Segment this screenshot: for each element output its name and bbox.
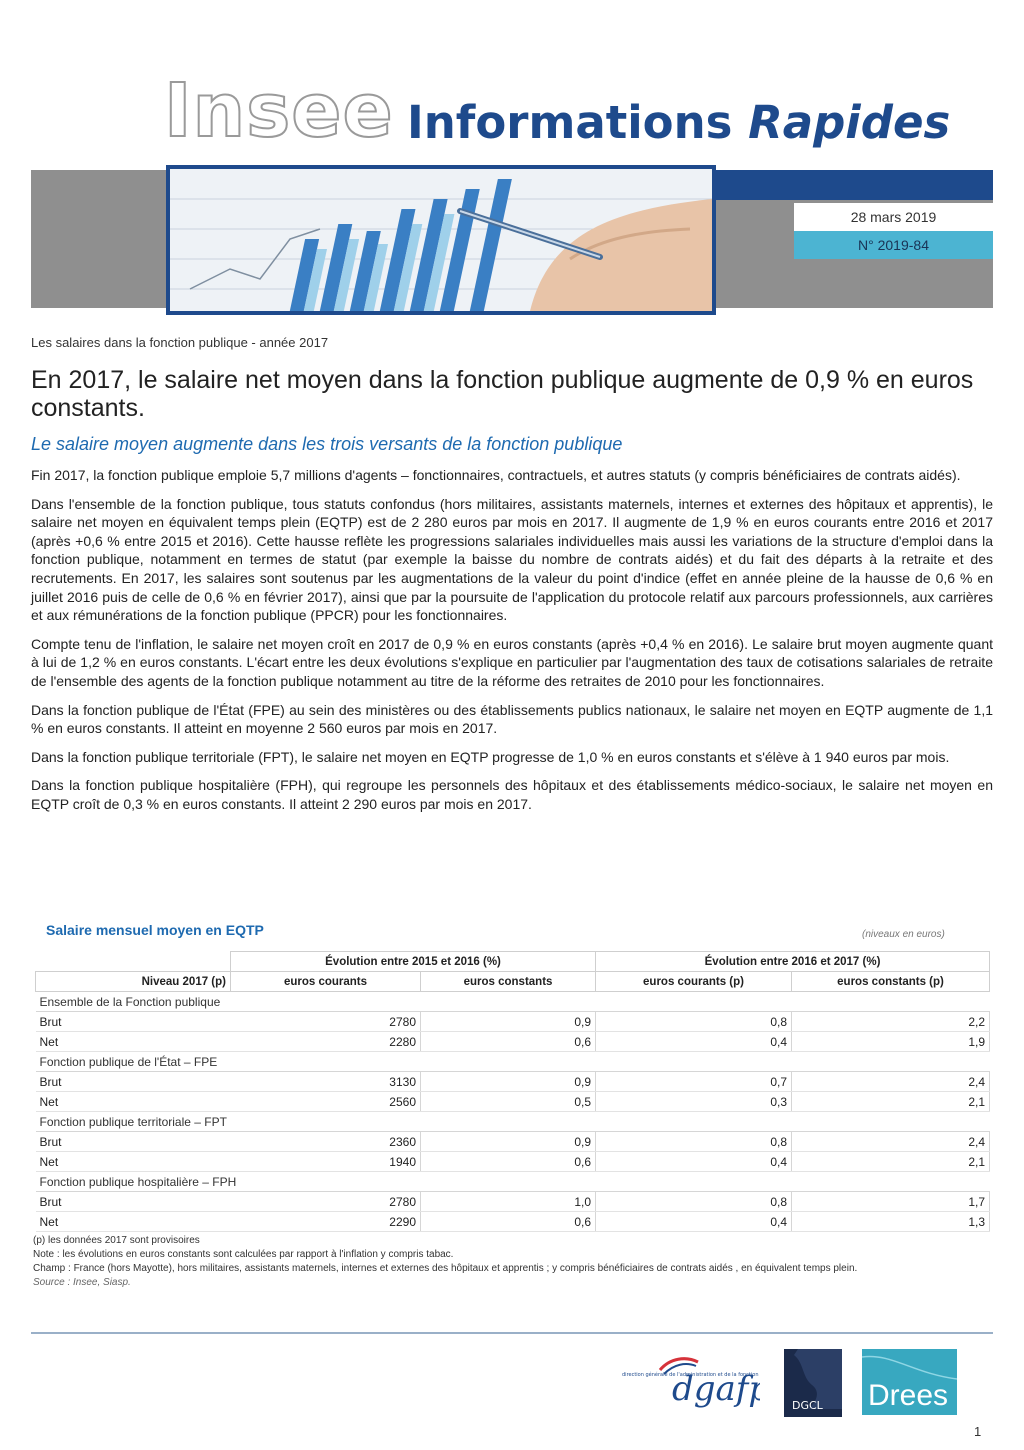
cell: 1,7: [792, 1192, 990, 1212]
cell: 2,1: [792, 1092, 990, 1112]
cell: 0,7: [596, 1072, 792, 1092]
column-header: euros constants: [421, 972, 596, 992]
publication-title-part1: Informations: [407, 96, 733, 149]
row-label: Brut: [36, 1072, 231, 1092]
column-group-2015-2016: Évolution entre 2015 et 2016 (%): [231, 952, 596, 972]
header-photo: [166, 165, 716, 315]
cell: 2560: [231, 1092, 421, 1112]
cell: 1,3: [792, 1212, 990, 1232]
column-header: euros courants: [231, 972, 421, 992]
paragraph: Fin 2017, la fonction publique emploie 5,7 millions d'agents – fonctionnaires, contractuels, et autres statuts (y compris bénéficiaires de contrats aidés).: [31, 467, 961, 483]
cell: 2,4: [792, 1072, 990, 1092]
table-row: [36, 1072, 990, 1092]
paragraph: Dans la fonction publique de l'État (FPE) au sein des ministères ou des établissements publics nationaux, le salaire net moyen en EQTP augmente de 1,1 % en euros constants. Il atteint en moyenne 2 560 euros par mois en 2017.: [31, 701, 993, 737]
cell: 2780: [231, 1192, 421, 1212]
row-label: Net: [36, 1152, 231, 1172]
table-row: [36, 1192, 990, 1212]
drees-wordmark: Drees: [868, 1379, 949, 1412]
table-group-row: [36, 1172, 990, 1192]
footer-divider: [31, 1332, 993, 1334]
table-row: [36, 1092, 990, 1112]
cell: 0,3: [596, 1092, 792, 1112]
source-line: Source : Insee, Siasp.: [33, 1277, 131, 1288]
cell: 2280: [231, 1032, 421, 1052]
group-label: Ensemble de la Fonction publique: [36, 992, 990, 1012]
cell: 0,8: [596, 1132, 792, 1152]
row-label: Brut: [36, 1192, 231, 1212]
cell: 0,9: [421, 1012, 596, 1032]
cell: 1,9: [792, 1032, 990, 1052]
publication-date: 28 mars 2019: [794, 203, 993, 231]
dgafp-caption: direction générale de l'administration et de la fonction: [622, 1372, 759, 1378]
dgafp-logo: [620, 1352, 760, 1414]
publication-title: [407, 96, 951, 149]
table-group-row: [36, 1052, 990, 1072]
dgcl-wordmark: DGCL: [792, 1399, 823, 1412]
cell: 0,4: [596, 1032, 792, 1052]
table-row: [36, 1132, 990, 1152]
cell: 0,4: [596, 1212, 792, 1232]
cell: 2,1: [792, 1152, 990, 1172]
table-header-row: [36, 952, 990, 972]
column-group-2016-2017: Évolution entre 2016 et 2017 (%): [596, 952, 990, 972]
cell: 0,5: [421, 1092, 596, 1112]
row-label: Brut: [36, 1132, 231, 1152]
cell: 2,4: [792, 1132, 990, 1152]
column-header: euros constants (p): [792, 972, 990, 992]
table-row: [36, 1032, 990, 1052]
column-header: euros courants (p): [596, 972, 792, 992]
article-subtitle: Le salaire moyen augmente dans les trois versants de la fonction publique: [31, 434, 623, 454]
dgafp-wordmark: dgaf: [672, 1369, 749, 1409]
cell: 2360: [231, 1132, 421, 1152]
cell: 2780: [231, 1012, 421, 1032]
table-group-row: [36, 992, 990, 1012]
note-line: Champ : France (hors Mayotte), hors militaires, assistants maternels, internes et externes des hôpitaux et apprentis ; y compris bénéficiaires de contrats aidés , en équivalent temps plein.: [33, 1263, 858, 1274]
publication-title-part2: Rapides: [748, 96, 951, 149]
page-number: 1: [974, 1424, 982, 1439]
table-row: [36, 1152, 990, 1172]
issue-number: N° 2019-84: [794, 231, 993, 259]
insee-logo: Insee: [164, 68, 394, 154]
cell: 1,0: [421, 1192, 596, 1212]
cell: 0,6: [421, 1152, 596, 1172]
table-unit: (niveaux en euros): [862, 929, 945, 940]
drees-logo: [862, 1349, 957, 1415]
dgcl-logo-mark: [784, 1349, 842, 1417]
table-subheader-row: [36, 972, 990, 992]
cell: 0,9: [421, 1072, 596, 1092]
paragraph: Dans la fonction publique territoriale (FPT), le salaire net moyen en EQTP progresse de 1,0 % en euros constants et s'élève à 1 940 euros par mois.: [31, 748, 950, 765]
cell: 2,2: [792, 1012, 990, 1032]
dgcl-logo: [784, 1349, 842, 1417]
article-kicker: Les salaires dans la fonction publique - année 2017: [31, 335, 329, 350]
table-group-row: [36, 1112, 990, 1132]
cell: 0,6: [421, 1032, 596, 1052]
cell: 0,8: [596, 1012, 792, 1032]
row-label: Net: [36, 1032, 231, 1052]
group-label: Fonction publique hospitalière – FPH: [36, 1172, 990, 1192]
cell: 0,6: [421, 1212, 596, 1232]
cell: 0,9: [421, 1132, 596, 1152]
paragraph: Compte tenu de l'inflation, le salaire net moyen croît en 2017 de 0,9 % en euros constants (après +0,4 % en 2016). Le salaire brut moyen augmente quant à lui de 1,2 % en euros constants. L'écart entre les deux évolutions s'explique en particulier par l'augmentation des taux de cotisations salariales de retraite de l'ensemble des agents de la fonction publique notamment au titre de la réforme des retraites de 2010 pour les fonctionnaires.: [31, 635, 993, 689]
table-title: Salaire mensuel moyen en EQTP: [46, 922, 264, 938]
table-notes: [33, 1234, 963, 1290]
paragraph: Dans l'ensemble de la fonction publique, tous statuts confondus (hors militaires, assistants maternels, internes et externes des hôpitaux et apprentis), le salaire net moyen en équivalent temps plein (EQTP) est de 2 280 euros par mois en 2017. Il augmente de 1,9 % en euros courants entre 2016 et 2017 (après +0,6 % entre 2015 et 2016). Cette hausse reflète les progressions salariales individuelles mais aussi les variations de la structure d'emploi dans la fonction publique, notamment en termes de statut (par exemple la baisse du nombre de contrats aidés) et du fait des départs à la retraite et des recrutements. En 2017, les salaires sont soutenus par les augmentations de la valeur du point d'indice (effet en année pleine de la hausse de 0,6 % en juillet 2016 puis de celle de 0,6 % en février 2017), ainsi que par la poursuite de l'application du protocole relatif aux parcours professionnels, aux carrières et aux rémunérations de la fonction publique (PPCR) pour les fonctionnaires.: [31, 495, 993, 624]
table-row: [36, 1212, 990, 1232]
row-label: Net: [36, 1092, 231, 1112]
group-label: Fonction publique de l'État – FPE: [36, 1052, 990, 1072]
row-label: Brut: [36, 1012, 231, 1032]
table-row: [36, 1012, 990, 1032]
article-title: En 2017, le salaire net moyen dans la fonction publique augmente de 0,9 % en euros constants.: [31, 366, 974, 422]
cell: 1940: [231, 1152, 421, 1172]
cell: 0,4: [596, 1152, 792, 1172]
dgafp-logo-mark: [620, 1352, 760, 1414]
column-header: Niveau 2017 (p): [36, 972, 231, 992]
cell: 0,8: [596, 1192, 792, 1212]
salary-table: [35, 951, 990, 1232]
group-label: Fonction publique territoriale – FPT: [36, 1112, 990, 1132]
paragraph: Dans la fonction publique hospitalière (FPH), qui regroupe les personnels des hôpitaux et des établissements médico-sociaux, le salaire net moyen en EQTP croît de 0,3 % en euros constants. Il atteint 2 290 euros par mois en 2017.: [31, 777, 993, 812]
row-label: Net: [36, 1212, 231, 1232]
article-body: [31, 466, 993, 824]
chart-hand-photo: [170, 169, 712, 311]
cell: 2290: [231, 1212, 421, 1232]
note-line: Note : les évolutions en euros constants sont calculées par rapport à l'inflation y compris tabac.: [33, 1249, 454, 1260]
cell: 3130: [231, 1072, 421, 1092]
note-line: (p) les données 2017 sont provisoires: [33, 1235, 200, 1246]
